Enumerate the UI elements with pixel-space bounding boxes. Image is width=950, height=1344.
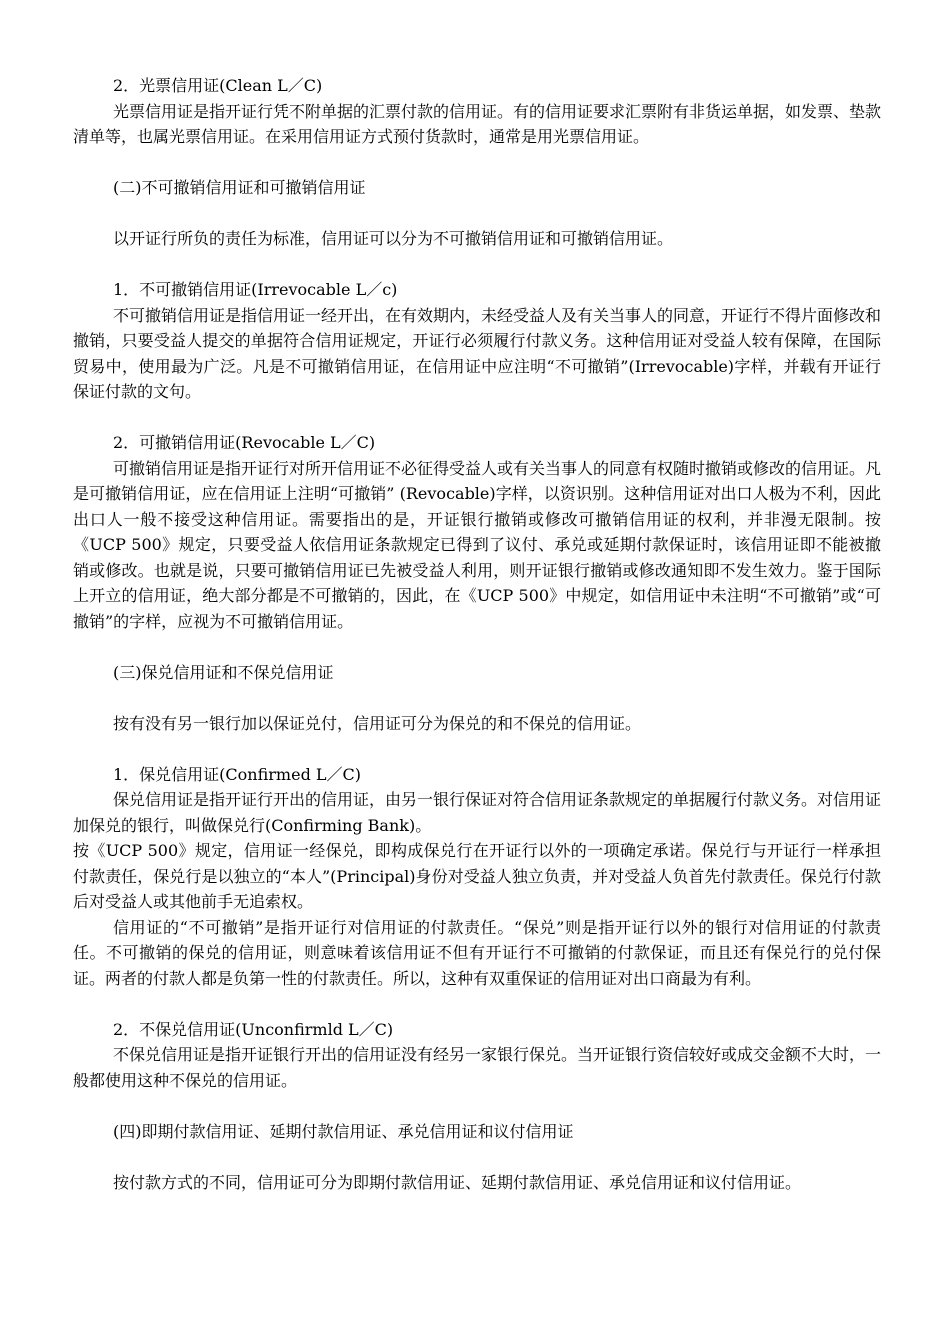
blank-line: [73, 405, 881, 431]
blank-line: [73, 1093, 881, 1119]
blank-line: [73, 1144, 881, 1170]
paragraph-revocable-lc: 可撤销信用证是指开证行对所开信用证不必征得受益人或有关当事人的同意有权随时撤销或修改的信用证。凡是可撤销信用证，应在信用证上注明“可撤销” (Revocable)字样，以资识别。这种信用证对出口人极为不利，因此出口人一般不接受这种信用证。需要指出的是，开证银行撤销或修改可撤销信用证的权利，并非漫无限制。按《UCP 500》规定，只要受益人依信用证条款规定已得到了议付、承兑或延期付款保证时，该信用证即不能被撤销或修改。也就是说，只要可撤销信用证已先被受益人利用，则开证银行撤销或修改通知即不发生效力。鉴于国际上开立的信用证，绝大部分都是不可撤销的，因此，在《UCP 500》中规定，如信用证中未注明“不可撤销”或“可撤销”的字样，应视为不可撤销信用证。: [73, 458, 882, 631]
blank-line: [73, 634, 881, 660]
heading-revocable-lc: 2．可撤销信用证(Revocable L／C): [113, 433, 376, 452]
heading-clean-lc: 2．光票信用证(Clean L／C): [113, 76, 323, 95]
section-heading-payment-types: (四)即期付款信用证、延期付款信用证、承兑信用证和议付信用证: [113, 1121, 574, 1141]
blank-line: [73, 991, 881, 1017]
paragraph-irrevocable-lc: 不可撤销信用证是指信用证一经开出，在有效期内，未经受益人及有关当事人的同意，开证行不得片面修改和撤销，只要受益人提交的单据符合信用证规定，开证行必须履行付款义务。这种信用证对受益人较有保障，在国际贸易中，使用最为广泛。凡是不可撤销信用证，在信用证中应注明“不可撤销”(Irrevocable)字样，并载有开证行保证付款的文句。: [73, 305, 882, 401]
document-page: [73, 73, 881, 1195]
paragraph-payment-types: 按付款方式的不同，信用证可分为即期付款信用证、延期付款信用证、承兑信用证和议付信用证。: [113, 1172, 802, 1192]
paragraph-intro-liability: 以开证行所负的责任为标准，信用证可以分为不可撤销信用证和可撤销信用证。: [113, 229, 674, 248]
section-heading-confirmed-unconfirmed: (三)保兑信用证和不保兑信用证: [113, 662, 334, 682]
blank-line: [73, 150, 881, 176]
blank-line: [73, 736, 881, 762]
blank-line: [73, 685, 881, 711]
paragraph-confirmed-lc: 保兑信用证是指开证行开出的信用证，由另一银行保证对符合信用证条款规定的单据履行付款义务。对信用证加保兑的银行，叫做保兑行(Confirming Bank)。: [73, 790, 882, 835]
paragraph-irrevocable-vs-confirmed: 信用证的“不可撤销”是指开证行对信用证的付款责任。“保兑”则是指开证行以外的银行对信用证的付款责任。不可撤销的保兑的信用证，则意味着该信用证不但有开证行不可撤销的付款保证，而且还有保兑行的兑付保证。两者的付款人都是负第一性的付款责任。所以，这种有双重保证的信用证对出口商最为有利。: [73, 917, 881, 988]
paragraph-unconfirmed-lc: 不保兑信用证是指开证银行开出的信用证没有经另一家银行保兑。当开证银行资信较好或成交金额不大时，一般都使用这种不保兑的信用证。: [73, 1045, 882, 1090]
heading-confirmed-lc: 1．保兑信用证(Confirmed L／C): [113, 764, 362, 784]
paragraph-clean-lc: 光票信用证是指开证行凭不附单据的汇票付款的信用证。有的信用证要求汇票附有非货运单据，如发票、垫款清单等，也属光票信用证。在采用信用证方式预付货款时，通常是用光票信用证。: [73, 101, 882, 146]
heading-unconfirmed-lc: 2．不保兑信用证(Unconfirmld L／C): [113, 1019, 394, 1039]
blank-line: [73, 201, 881, 227]
section-heading-irrevocable-revocable: (二)不可撤销信用证和可撤销信用证: [113, 178, 366, 197]
blank-line: [73, 252, 881, 278]
paragraph-intro-confirmation: 按有没有另一银行加以保证兑付，信用证可分为保兑的和不保兑的信用证。: [113, 713, 642, 733]
heading-irrevocable-lc: 1．不可撤销信用证(Irrevocable L／c): [113, 280, 398, 299]
paragraph-ucp-confirmation: 按《UCP 500》规定，信用证一经保兑，即构成保兑行在开证行以外的一项确定承诺。保兑行与开证行一样承担付款责任，保兑行是以独立的“本人”(Principal)身份对受益人独立负责，并对受益人负首先付款责任。保兑行付款后对受益人或其他前手无追索权。: [73, 841, 881, 911]
